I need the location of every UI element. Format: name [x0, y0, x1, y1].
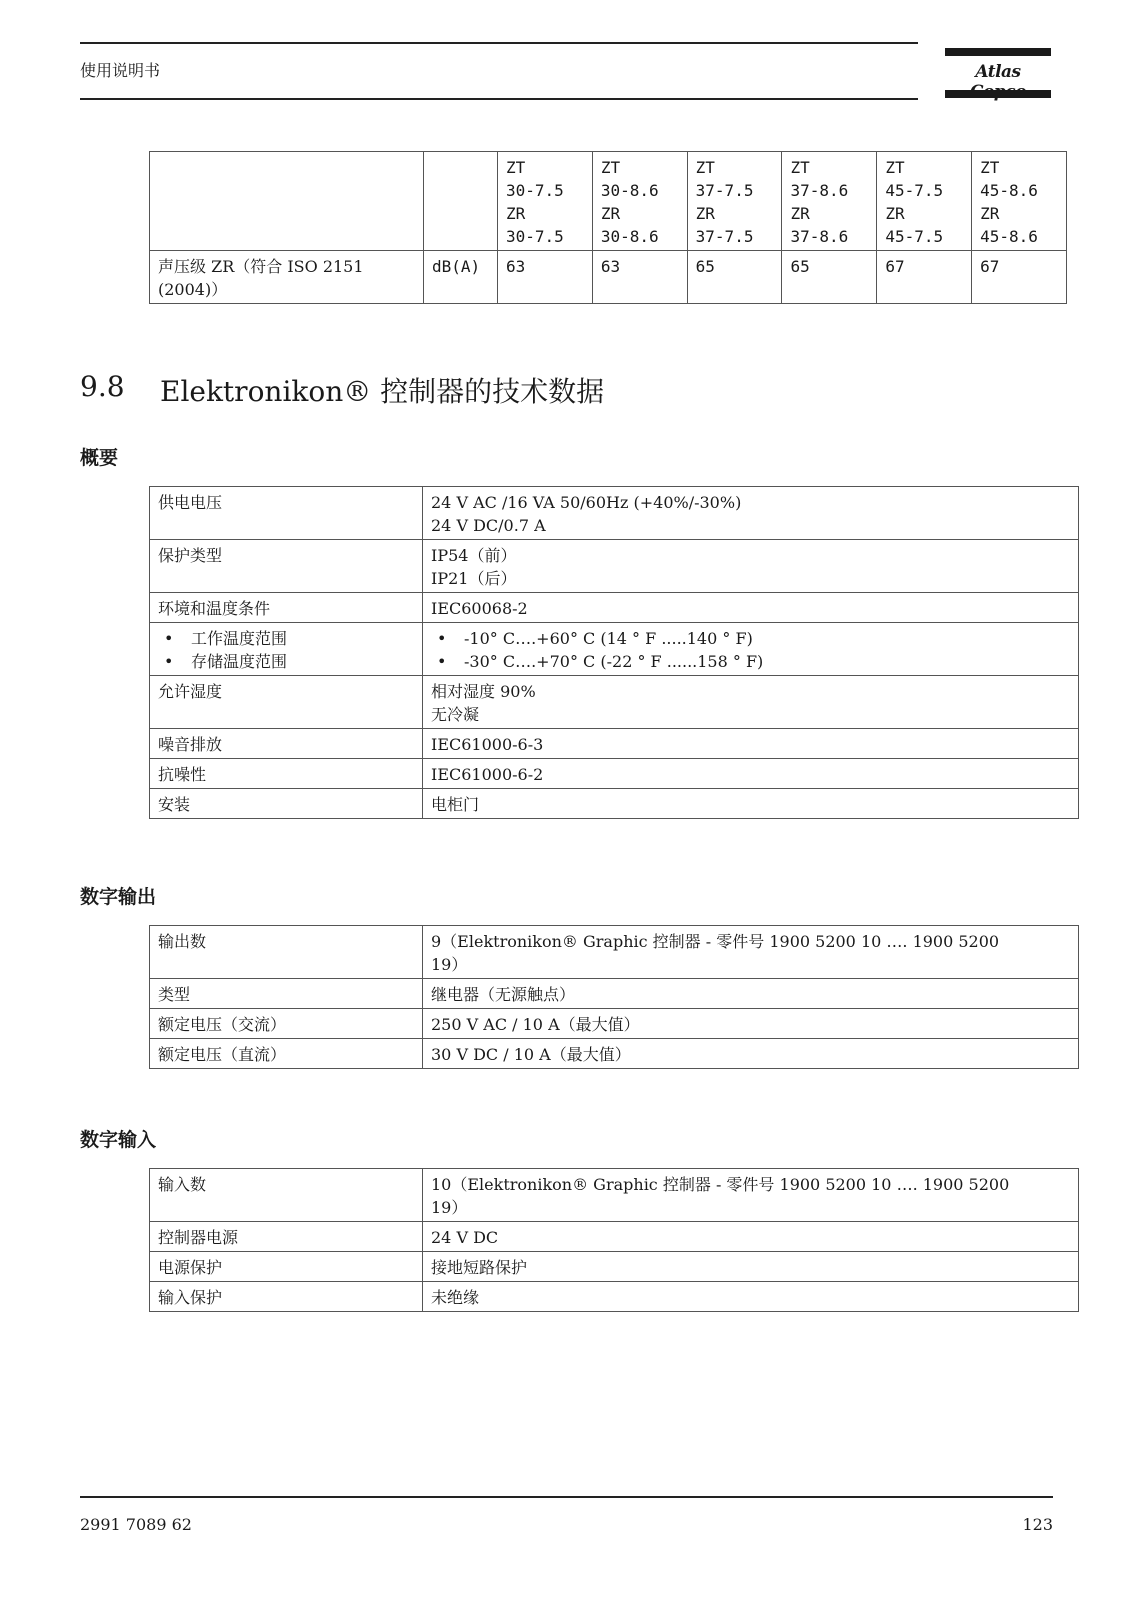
table-row: [150, 540, 1079, 593]
list-item: • -30° C….+70° C (-22 ° F ......158 ° F): [431, 650, 1070, 673]
model-header-cell: ZT 30-7.5 ZR 30-7.5: [498, 152, 593, 251]
list-item: • -10° C….+60° C (14 ° F .....140 ° F): [431, 627, 1070, 650]
table-row: [150, 789, 1079, 819]
table-row: [150, 1282, 1079, 1312]
table-row: [150, 487, 1079, 540]
row-value: 接地短路保护: [423, 1252, 1079, 1282]
table-row: [150, 926, 1079, 979]
sound-pressure-row: [150, 251, 1067, 304]
row-label: 输入数: [150, 1169, 423, 1222]
sound-value-cell: 63: [498, 251, 593, 304]
row-label: 额定电压（直流）: [150, 1039, 423, 1069]
sound-pressure-label: 声压级 ZR（符合 ISO 2151 (2004)）: [150, 251, 424, 304]
sound-pressure-table: [149, 151, 1067, 304]
document-number: 2991 7089 62: [80, 1515, 192, 1534]
model-header-cell: ZT 45-8.6 ZR 45-8.6: [972, 152, 1067, 251]
temperature-label-list: [158, 627, 414, 673]
empty-unit-header-cell: [424, 152, 498, 251]
table-row: [150, 759, 1079, 789]
table-row: [150, 676, 1079, 729]
table-row: [150, 1252, 1079, 1282]
header-top-rule: [80, 42, 918, 44]
table-row: [150, 979, 1079, 1009]
general-specs-table: [149, 486, 1079, 819]
row-label: 输出数: [150, 926, 423, 979]
row-value: 24 V AC /16 VA 50/60Hz (+40%/-30%) 24 V DC/0.7 A: [423, 487, 1079, 540]
row-value: IEC61000-6-3: [423, 729, 1079, 759]
row-value: 10（Elektronikon® Graphic 控制器 - 零件号 1900 5200 10 …. 1900 5200 19）: [423, 1169, 1079, 1222]
row-value: IEC60068-2: [423, 593, 1079, 623]
row-value: 电柜门: [423, 789, 1079, 819]
row-value: [423, 623, 1079, 676]
row-value: IP54（前） IP21（后）: [423, 540, 1079, 593]
row-value: 继电器（无源触点）: [423, 979, 1079, 1009]
atlas-copco-logo: [945, 48, 1051, 100]
section-number: 9.8: [80, 370, 125, 403]
sound-value-cell: 63: [592, 251, 687, 304]
row-label: 输入保护: [150, 1282, 423, 1312]
table-row: [150, 623, 1079, 676]
document-title: 使用说明书: [80, 61, 161, 80]
row-label: 控制器电源: [150, 1222, 423, 1252]
table-row: [150, 593, 1079, 623]
page-number: 123: [1022, 1515, 1053, 1534]
section-title: Elektronikon® 控制器的技术数据: [160, 375, 605, 408]
temperature-value-list: [431, 627, 1070, 673]
row-label: 环境和温度条件: [150, 593, 423, 623]
digital-outputs-heading: 数字输出: [80, 886, 157, 908]
sound-value-cell: 65: [687, 251, 782, 304]
sound-pressure-unit: dB(A): [424, 251, 498, 304]
sound-value-cell: 67: [877, 251, 972, 304]
sound-value-cell: 67: [972, 251, 1067, 304]
footer-rule: [80, 1496, 1053, 1498]
table-row: [150, 1009, 1079, 1039]
list-item: • 工作温度范围: [158, 627, 414, 650]
row-value: 相对湿度 90% 无冷凝: [423, 676, 1079, 729]
digital-outputs-table: [149, 925, 1079, 1069]
model-header-cell: ZT 37-8.6 ZR 37-8.6: [782, 152, 877, 251]
logo-wordmark: Atlas: [975, 62, 1021, 82]
row-value: 9（Elektronikon® Graphic 控制器 - 零件号 1900 5200 10 …. 1900 5200 19）: [423, 926, 1079, 979]
model-header-cell: ZT 45-7.5 ZR 45-7.5: [877, 152, 972, 251]
row-label: 供电电压: [150, 487, 423, 540]
empty-header-cell: [150, 152, 424, 251]
row-label: 抗噪性: [150, 759, 423, 789]
row-value: 30 V DC / 10 A（最大值）: [423, 1039, 1079, 1069]
row-label: 噪音排放: [150, 729, 423, 759]
model-header-cell: ZT 30-8.6 ZR 30-8.6: [592, 152, 687, 251]
table-row: [150, 1169, 1079, 1222]
row-label: 类型: [150, 979, 423, 1009]
row-value: 250 V AC / 10 A（最大值）: [423, 1009, 1079, 1039]
row-label: 保护类型: [150, 540, 423, 593]
table-row: [150, 729, 1079, 759]
general-heading: 概要: [80, 447, 119, 469]
logo-top-bar: [945, 48, 1051, 56]
table-row: [150, 1039, 1079, 1069]
row-value: IEC61000-6-2: [423, 759, 1079, 789]
row-value: 24 V DC: [423, 1222, 1079, 1252]
table-row: [150, 1222, 1079, 1252]
list-item: • 存储温度范围: [158, 650, 414, 673]
model-header-cell: ZT 37-7.5 ZR 37-7.5: [687, 152, 782, 251]
logo-bottom-bar: [945, 90, 1051, 98]
sound-value-cell: 65: [782, 251, 877, 304]
row-label: 安装: [150, 789, 423, 819]
header-bottom-rule: [80, 98, 918, 100]
digital-inputs-heading: 数字输入: [80, 1129, 157, 1151]
row-value: 未绝缘: [423, 1282, 1079, 1312]
row-label: [150, 623, 423, 676]
digital-inputs-table: [149, 1168, 1079, 1312]
model-header-row: [150, 152, 1067, 251]
row-label: 电源保护: [150, 1252, 423, 1282]
row-label: 允许湿度: [150, 676, 423, 729]
row-label: 额定电压（交流）: [150, 1009, 423, 1039]
